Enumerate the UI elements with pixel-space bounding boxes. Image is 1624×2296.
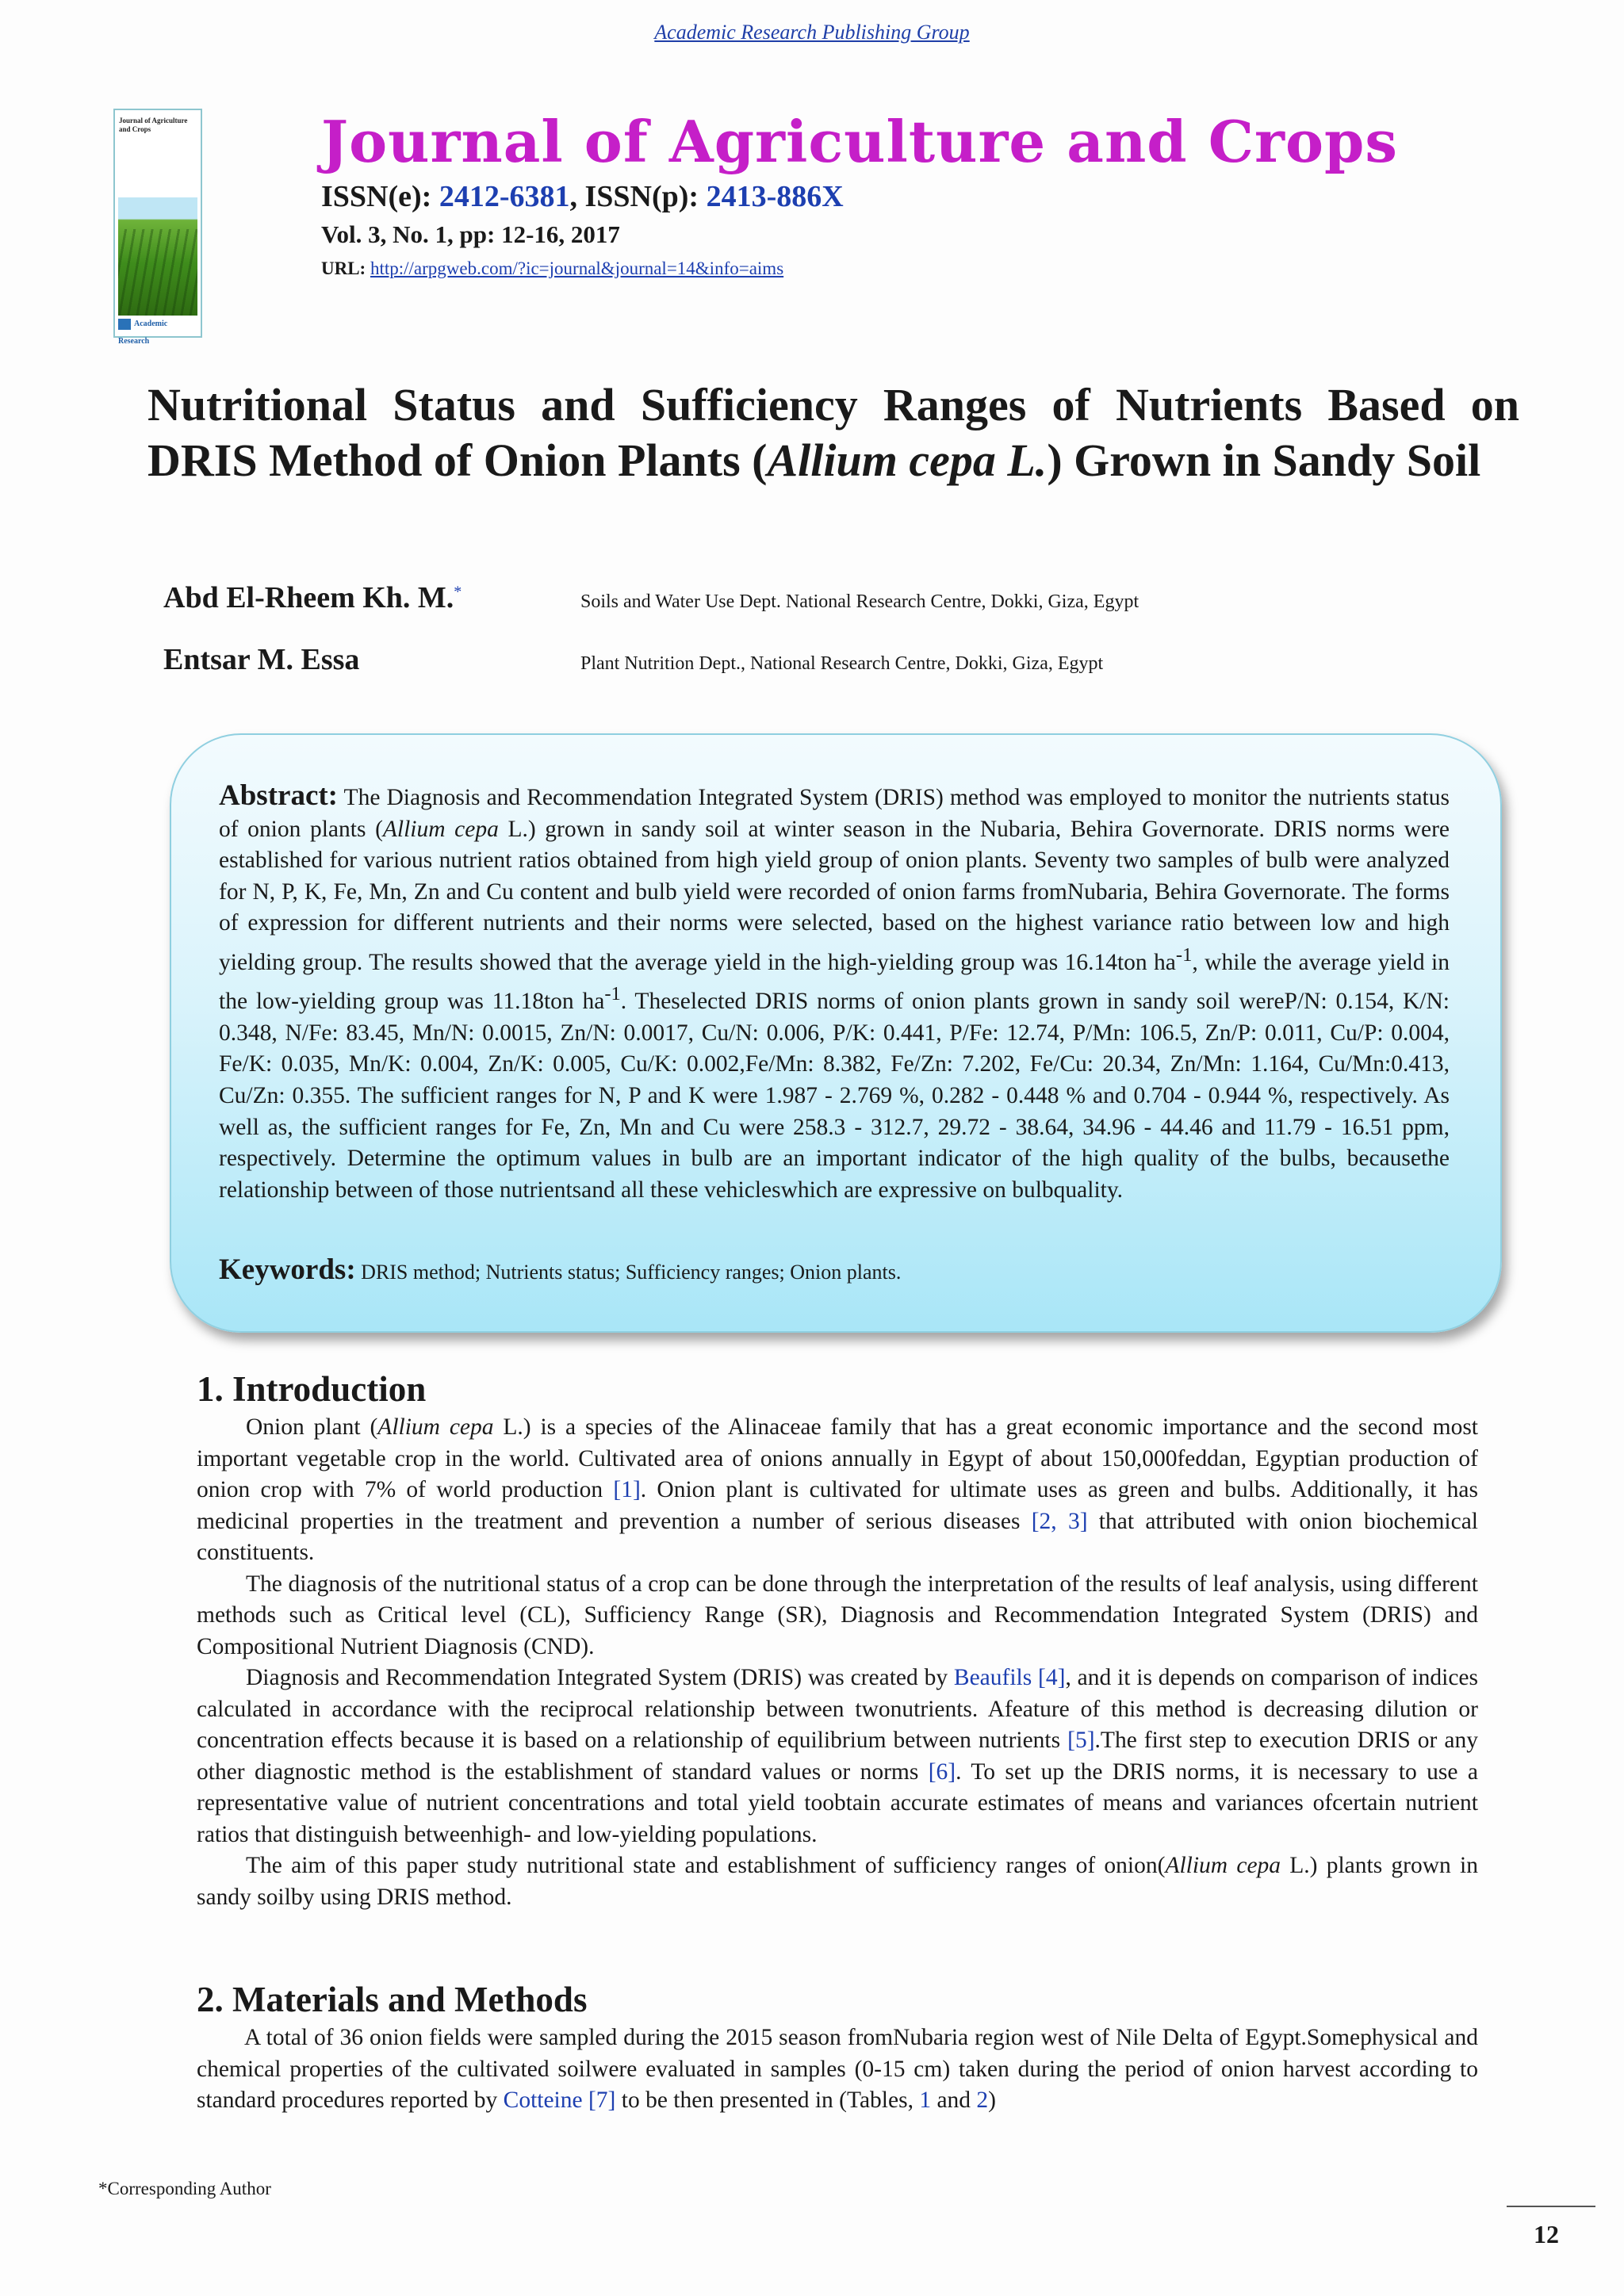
publisher-logo-icon (118, 319, 131, 330)
url-line (321, 258, 783, 279)
author-2-affiliation: Plant Nutrition Dept., National Research Centre, Dokki, Giza, Egypt (580, 653, 1104, 674)
intro-p1-seg-d: that attributed with onion biochemical constituents. (197, 1508, 1478, 1565)
abstract-label: Abstract: (219, 779, 339, 812)
page-number: 12 (1534, 2220, 1559, 2248)
corresponding-author-footnote: *Corresponding Author (98, 2179, 271, 2198)
abstract-seg-3: , while the average yield in the low-yielding group was 11.18ton ha (219, 949, 1450, 1015)
cover-logo-text: Academic Research (118, 320, 168, 346)
intro-paragraph-4 (197, 1850, 1478, 1913)
title-part-2: ) Grown in Sandy Soil (1047, 434, 1481, 486)
table-link[interactable]: 1 (919, 2087, 932, 2113)
title-part-1: Nutritional Status and Sufficiency Ranges of Nutrients Based on DRIS Method of Onion Plants ( (147, 379, 1519, 486)
table-link[interactable]: 2 (976, 2087, 989, 2113)
cover-publisher-logo (118, 316, 197, 346)
author-1-affiliation: Soils and Water Use Dept. National Research Centre, Dokki, Giza, Egypt (580, 591, 1139, 612)
citation-link[interactable]: [6] (928, 1758, 956, 1785)
intro-paragraph-2: The diagnosis of the nutritional status of a crop can be done through the interpretation of the results of leaf analysis, using different methods such as Critical level (CL), Sufficiency Range (SR), Diagnosis and Recommendation Integrated System (DRIS) and Compositional Nutrient Diagnosis (CND). (197, 1571, 1478, 1659)
citation-link[interactable]: Cotteine [7] (503, 2087, 616, 2113)
abstract-sup-2: -1 (604, 983, 621, 1005)
paper-title (147, 377, 1519, 488)
intro-p4-species: Allium cepa (1165, 1853, 1281, 1878)
intro-p4-seg-b: L.) plants grown in sandy soilby using DRIS method. (197, 1853, 1478, 1910)
journal-cover-image (113, 109, 202, 346)
publisher-link[interactable]: Academic Research Publishing Group (654, 21, 970, 44)
section-heading-methods: 2. Materials and Methods (197, 1980, 588, 2019)
author-2-name: Entsar M. Essa (163, 643, 360, 676)
introduction-body (197, 1412, 1478, 1913)
author-2 (163, 642, 359, 677)
abstract-text (219, 780, 1450, 1206)
issn-e-value: 2412-6381 (439, 180, 570, 213)
methods-p1-seg-d: ) (988, 2087, 996, 2113)
intro-p1-seg-c: . Onion plant is cultivated for ultimate uses as green and bulbs. Additionally, it has medicinal properties in the treatment and prevention a number of serious diseases (197, 1477, 1479, 1534)
methods-body (197, 2022, 1478, 2117)
intro-p4-seg-a: The aim of this paper study nutritional state and establishment of sufficiency ranges of onion( (246, 1853, 1166, 1878)
intro-p3-seg-c: .The first step to execution DRIS or any other diagnostic method is the establishment of standard values or norms (197, 1728, 1478, 1785)
abstract-sup-1: -1 (1175, 943, 1193, 966)
methods-p1-seg-b: to be then presented in (Tables, (615, 2087, 920, 2113)
intro-p3-seg-b: , and it is depends on comparison of indices calculated in accordance with the reciprocal relationship between twonutrients. Afeature of this method is decreasing dilution or concentration effects because it is based on a relationship of equilibrium between nutrients (197, 1665, 1478, 1753)
cover-title: Journal of Agriculture and Crops (119, 117, 188, 133)
journal-title: Journal of Agriculture and Crops (321, 108, 1398, 175)
intro-p1-seg-b: L.) is a species of the Alinaceae family that has a great economic importance and the second most important vegetable crop in the world. Cultivated area of onions annually in Egypt of about 150,000feddan, Egyptian production of onion crop with 7% of world production (197, 1414, 1479, 1502)
journal-url-link[interactable]: http://arpgweb.com/?ic=journal&journal=14&info=aims (370, 258, 784, 278)
page-number-rule (1507, 2206, 1595, 2207)
author-1 (163, 580, 462, 615)
keywords (219, 1253, 901, 1287)
keywords-label: Keywords: (219, 1253, 356, 1286)
intro-p1-seg-a: Onion plant ( (246, 1414, 378, 1440)
citation-link[interactable]: [2, 3] (1031, 1508, 1088, 1534)
corresponding-mark[interactable]: * (454, 583, 462, 601)
author-1-name: Abd El-Rheem Kh. M. (163, 581, 454, 614)
intro-paragraph-1 (197, 1412, 1478, 1569)
intro-p3-seg-d: . To set up the DRIS norms, it is necessary to use a representative value of nutrient concentrations and total yield toobtain accurate estimates of means and variances ofcertain nutrient ratios that distinguish betweenhigh- and low-yielding populations. (197, 1758, 1478, 1847)
keywords-list: DRIS method; Nutrients status; Sufficiency ranges; Onion plants. (355, 1261, 902, 1284)
abstract-seg-1: The Diagnosis and Recommendation Integrated System (DRIS) method was employed to monitor the nutrients status of onion plants ( (219, 785, 1450, 842)
citation-link[interactable]: [5] (1067, 1728, 1095, 1753)
citation-link[interactable]: [1] (613, 1477, 641, 1502)
issn-p-value: 2413-886X (706, 180, 844, 213)
methods-paragraph-1 (197, 2022, 1478, 2117)
methods-p1-seg-c: and (931, 2087, 977, 2113)
intro-p1-species: Allium cepa (377, 1414, 494, 1440)
title-species: Allium cepa L. (767, 434, 1048, 486)
intro-paragraph-3 (197, 1663, 1478, 1850)
section-heading-introduction: 1. Introduction (197, 1369, 427, 1409)
abstract-seg-2: L.) grown in sandy soil at winter season in the Nubaria, Behira Governorate. DRIS norms were established for various nutrient ratios obtained from high yield group of onion plants. Seventy two samples of bulb were analyzed for N, P, K, Fe, Mn, Zn and Cu content and bulb yield were recorded of onion farms fromNubaria, Behira Governorate. The forms of expression for different nutrients and their norms were selected, based on the highest variance ratio between low and high yielding group. The results showed that the average yield in the high-yielding group was 16.14ton ha (219, 816, 1450, 975)
volume-info: Vol. 3, No. 1, pp: 12-16, 2017 (321, 220, 620, 248)
issn-p-label: , ISSN(p): (569, 180, 707, 213)
intro-p3-seg-a: Diagnosis and Recommendation Integrated System (DRIS) was created by (246, 1665, 954, 1690)
issn-line (321, 179, 844, 214)
abstract-seg-4: . Theselected DRIS norms of onion plants grown in sandy soil wereP/N: 0.154, K/N: 0.348, N/Fe: 83.45, Mn/N: 0.0015, Zn/N: 0.0017, Cu/N: 0.006, P/K: 0.441, P/Fe: 12.74, P/Mn: 106.5, Zn/P: 0.011, Cu/P: 0.004, Fe/K: 0.035, Mn/K: 0.004, Zn/K: 0.005, Cu/K: 0.002,Fe/Mn: 8.382, Fe/Zn: 7.202, Fe/Cu: 20.34, Zn/Mn: 1.164, Cu/Mn:0.413, Cu/Zn: 0.355. The sufficient ranges for N, P and K were 1.987 - 2.769 %, 0.282 - 0.448 % and 0.704 - 0.944 %, respectively. As well as, the sufficient ranges for Fe, Zn, Mn and Cu were 258.3 - 312.7, 29.72 - 38.64, 34.96 - 44.46 and 11.79 - 16.51 ppm, respectively. Determine the optimum values in bulb are an important indicator of the high quality of the bulbs, becausethe relationship between of those nutrientsand all these vehicleswhich are expressive on bulbquality. (219, 989, 1450, 1203)
methods-p1-seg-a: A total of 36 onion fields were sampled during the 2015 season fromNubaria region west of Nile Delta of Egypt.Somephysical and chemical properties of the cultivated soilwere evaluated in samples (0-15 cm) taken during the period of onion harvest according to standard procedures reported by (197, 2025, 1478, 2113)
citation-link[interactable]: Beaufils [4] (953, 1665, 1066, 1690)
cover-crop-rows (118, 229, 197, 316)
issn-e-label: ISSN(e): (321, 180, 439, 213)
url-label: URL: (321, 258, 370, 278)
abstract-species: Allium cepa (382, 816, 499, 842)
